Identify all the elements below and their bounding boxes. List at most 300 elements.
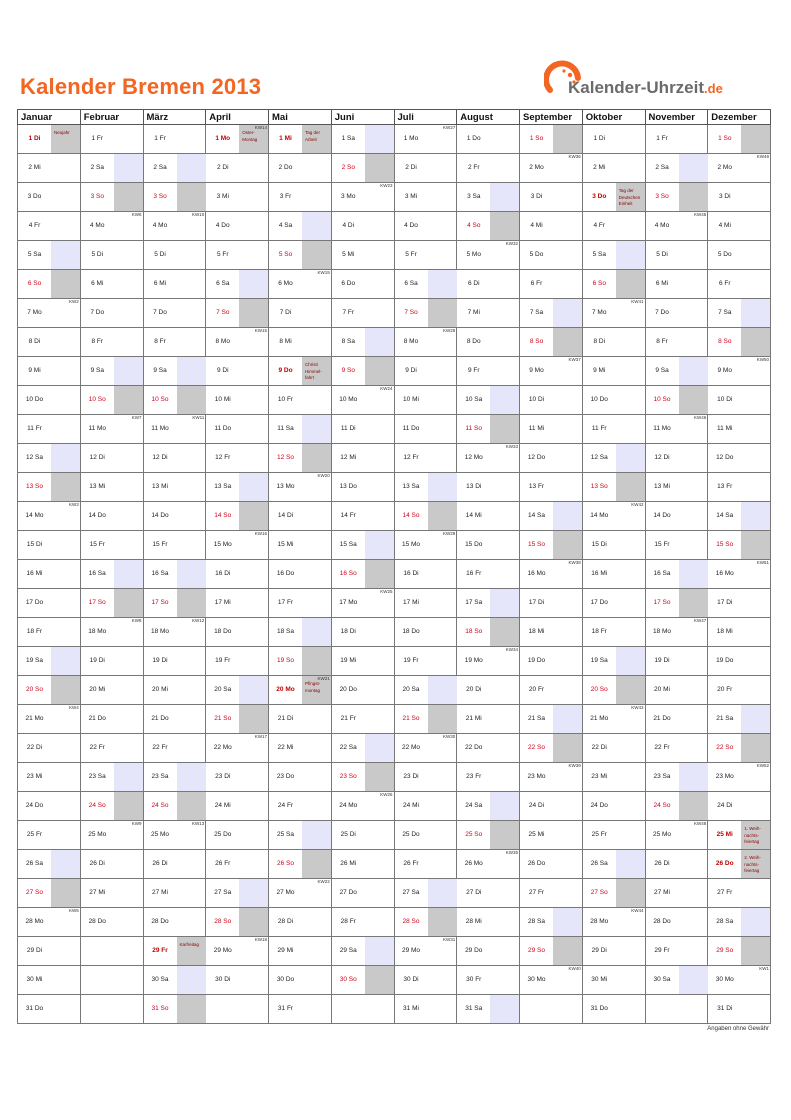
day-label: 15 Di bbox=[26, 541, 43, 548]
day-cell bbox=[269, 589, 332, 618]
day-label: 1 Fr bbox=[91, 135, 104, 142]
day-label: 12 Mi bbox=[340, 454, 357, 461]
day-label: 6 Mi bbox=[153, 280, 167, 287]
day-label: 19 Di bbox=[654, 657, 670, 664]
day-cell bbox=[206, 618, 269, 647]
day-cell bbox=[143, 386, 206, 415]
day-label: 6 Mi bbox=[91, 280, 104, 287]
day-cell bbox=[457, 676, 520, 705]
day-cell bbox=[520, 415, 583, 444]
day-label: 26 Do bbox=[715, 860, 734, 867]
day-label: 10 Do bbox=[590, 396, 608, 403]
day-label: 15 Mi bbox=[277, 541, 294, 548]
day-cell bbox=[206, 908, 269, 937]
day-cell bbox=[80, 618, 143, 647]
week-number: KW34 bbox=[505, 647, 518, 652]
day-label: 10 So bbox=[653, 396, 671, 403]
day-label: 29 Sa bbox=[339, 947, 357, 954]
week-number: KW22 bbox=[317, 879, 330, 884]
day-label: 19 Fr bbox=[403, 657, 419, 664]
day-cell bbox=[708, 241, 771, 270]
day-label: 9 Di bbox=[216, 367, 229, 374]
day-cell bbox=[394, 560, 457, 589]
day-cell bbox=[331, 531, 394, 560]
day-label: 8 Sa bbox=[341, 338, 355, 345]
day-label: 30 So bbox=[339, 976, 357, 983]
day-label: 27 So bbox=[590, 889, 608, 896]
day-label: 10 Sa bbox=[465, 396, 483, 403]
day-cell bbox=[269, 241, 332, 270]
day-row bbox=[18, 821, 771, 850]
week-number: KW40 bbox=[568, 966, 581, 971]
day-label: 16 Sa bbox=[151, 570, 169, 577]
day-label: 10 Di bbox=[528, 396, 545, 403]
day-cell bbox=[520, 879, 583, 908]
day-label: 26 Di bbox=[152, 860, 168, 867]
day-cell bbox=[708, 270, 771, 299]
day-cell bbox=[80, 502, 143, 531]
day-cell bbox=[708, 618, 771, 647]
day-cell bbox=[645, 879, 708, 908]
day-cell bbox=[708, 531, 771, 560]
day-cell bbox=[331, 647, 394, 676]
day-label: 9 Do bbox=[278, 367, 293, 374]
day-label: 13 Mi bbox=[654, 483, 670, 490]
day-cell bbox=[394, 125, 457, 154]
day-label: 26 So bbox=[277, 860, 294, 867]
day-cell bbox=[331, 966, 394, 995]
day-label: 26 Fr bbox=[215, 860, 231, 867]
day-label: 12 Fr bbox=[215, 454, 231, 461]
day-label: 6 Sa bbox=[216, 280, 230, 287]
day-cell bbox=[394, 386, 457, 415]
day-label: 16 Mo bbox=[527, 570, 546, 577]
week-number: KW49 bbox=[756, 154, 769, 159]
day-cell bbox=[206, 183, 269, 212]
day-cell bbox=[18, 386, 81, 415]
day-label: 30 Di bbox=[215, 976, 231, 983]
day-cell bbox=[80, 792, 143, 821]
month-header: Juni bbox=[331, 110, 394, 125]
day-cell bbox=[269, 821, 332, 850]
day-cell bbox=[18, 618, 81, 647]
day-cell bbox=[80, 299, 143, 328]
day-cell bbox=[269, 676, 332, 705]
day-label: 1 So bbox=[529, 135, 544, 142]
day-cell bbox=[206, 734, 269, 763]
day-label: 18 Mo bbox=[652, 628, 672, 635]
day-label: 11 Fr bbox=[27, 425, 42, 432]
day-label: 19 Di bbox=[152, 657, 168, 664]
day-label: 1 So bbox=[718, 135, 732, 142]
day-cell bbox=[708, 299, 771, 328]
day-cell bbox=[394, 473, 457, 502]
day-cell bbox=[645, 821, 708, 850]
day-label: 15 Mo bbox=[213, 541, 232, 548]
day-cell bbox=[582, 415, 645, 444]
day-label: 3 Sa bbox=[467, 193, 481, 200]
day-cell bbox=[80, 241, 143, 270]
week-number: KW48 bbox=[693, 821, 707, 826]
day-label: 12 Di bbox=[152, 454, 168, 461]
day-label: 2 Di bbox=[405, 164, 417, 171]
day-cell bbox=[457, 763, 520, 792]
day-label: 2 Mo bbox=[717, 164, 732, 171]
day-label: 28 Di bbox=[277, 918, 294, 925]
day-row bbox=[18, 241, 771, 270]
day-label: 13 So bbox=[590, 483, 608, 490]
day-cell bbox=[143, 821, 206, 850]
day-label: 6 Mo bbox=[278, 280, 293, 287]
day-cell bbox=[269, 850, 332, 879]
day-cell bbox=[457, 560, 520, 589]
day-label: 5 Sa bbox=[27, 251, 42, 258]
day-cell bbox=[331, 763, 394, 792]
day-cell bbox=[269, 270, 332, 299]
week-number: KW15 bbox=[254, 328, 267, 333]
day-label: 23 Mi bbox=[591, 773, 608, 780]
day-row bbox=[18, 212, 771, 241]
day-cell bbox=[457, 705, 520, 734]
day-label: 26 Mi bbox=[340, 860, 357, 867]
day-cell bbox=[206, 647, 269, 676]
day-cell bbox=[331, 734, 394, 763]
day-label: 29 Fr bbox=[152, 947, 168, 954]
day-label: 3 Fr bbox=[279, 193, 292, 200]
day-label: 2 Sa bbox=[153, 164, 167, 171]
day-cell bbox=[18, 125, 81, 154]
day-label: 10 Mo bbox=[339, 396, 358, 403]
week-number: KW46 bbox=[693, 415, 707, 420]
week-number: KW20 bbox=[317, 473, 330, 478]
day-label: 21 So bbox=[402, 715, 420, 722]
day-label: 24 Sa bbox=[465, 802, 483, 809]
day-label: 7 Fr bbox=[342, 309, 355, 316]
day-cell bbox=[143, 966, 206, 995]
day-cell bbox=[520, 676, 583, 705]
day-cell bbox=[645, 444, 708, 473]
day-cell bbox=[18, 473, 81, 502]
day-cell bbox=[708, 734, 771, 763]
day-cell bbox=[394, 502, 457, 531]
day-cell bbox=[18, 589, 81, 618]
day-cell bbox=[18, 647, 81, 676]
day-label: 29 Mi bbox=[277, 947, 294, 954]
day-label: 1 Fr bbox=[656, 135, 668, 142]
day-label: 15 Di bbox=[591, 541, 607, 548]
day-cell bbox=[394, 444, 457, 473]
day-label: 2 Mo bbox=[529, 164, 544, 171]
day-label: 4 Mo bbox=[90, 222, 105, 229]
day-cell bbox=[520, 705, 583, 734]
day-cell bbox=[269, 212, 332, 241]
day-label: 25 Mi bbox=[528, 831, 545, 838]
day-cell bbox=[645, 473, 708, 502]
logo-wordmark bbox=[568, 78, 723, 98]
day-cell bbox=[18, 328, 81, 357]
day-label: 3 Do bbox=[592, 193, 607, 200]
day-cell bbox=[143, 937, 206, 966]
day-cell bbox=[143, 647, 206, 676]
day-cell bbox=[708, 879, 771, 908]
day-cell bbox=[331, 995, 394, 1024]
day-label: 21 Mo bbox=[590, 715, 609, 722]
day-label: 25 Mo bbox=[652, 831, 672, 838]
day-cell bbox=[520, 241, 583, 270]
day-cell bbox=[206, 357, 269, 386]
day-cell bbox=[80, 850, 143, 879]
day-label: 19 Do bbox=[527, 657, 546, 664]
day-label: 18 Do bbox=[214, 628, 232, 635]
day-cell bbox=[18, 937, 81, 966]
day-cell bbox=[206, 212, 269, 241]
day-cell bbox=[582, 270, 645, 299]
day-label: 14 Mi bbox=[465, 512, 482, 519]
day-cell bbox=[269, 357, 332, 386]
day-label: 10 Do bbox=[25, 396, 44, 403]
day-label: 3 Di bbox=[718, 193, 731, 200]
day-label: 8 Mi bbox=[279, 338, 292, 345]
day-cell bbox=[18, 908, 81, 937]
day-label: 6 Fr bbox=[530, 280, 543, 287]
day-cell bbox=[645, 589, 708, 618]
day-cell bbox=[457, 183, 520, 212]
week-number: KW10 bbox=[191, 212, 205, 217]
day-row bbox=[18, 937, 771, 966]
day-row bbox=[18, 154, 771, 183]
day-cell bbox=[645, 850, 708, 879]
day-cell bbox=[18, 212, 81, 241]
week-number: KW41 bbox=[631, 299, 644, 304]
day-cell bbox=[645, 966, 708, 995]
day-label: 13 Mo bbox=[276, 483, 295, 490]
day-label: 14 Do bbox=[653, 512, 671, 519]
day-cell bbox=[269, 415, 332, 444]
day-row bbox=[18, 386, 771, 415]
day-cell bbox=[520, 183, 583, 212]
day-label: 25 Fr bbox=[26, 831, 43, 838]
day-label: 20 Mi bbox=[89, 686, 106, 693]
week-number: KW50 bbox=[756, 357, 769, 362]
week-number: KW11 bbox=[192, 415, 205, 420]
day-label: 27 Mi bbox=[654, 889, 670, 896]
day-cell bbox=[331, 183, 394, 212]
day-label: 23 Sa bbox=[653, 773, 671, 780]
day-label: 5 Sa bbox=[592, 251, 606, 258]
day-cell bbox=[645, 531, 708, 560]
day-cell bbox=[80, 560, 143, 589]
week-number: KW51 bbox=[756, 560, 769, 565]
day-cell bbox=[143, 154, 206, 183]
day-row bbox=[18, 705, 771, 734]
day-cell bbox=[645, 734, 708, 763]
day-label: 17 Di bbox=[717, 599, 733, 606]
day-cell bbox=[582, 966, 645, 995]
day-cell bbox=[394, 821, 457, 850]
day-cell bbox=[269, 792, 332, 821]
day-row bbox=[18, 183, 771, 212]
day-label: 3 Mo bbox=[341, 193, 356, 200]
day-cell bbox=[18, 531, 81, 560]
day-label: 29 So bbox=[528, 947, 545, 954]
day-label: 2 Mi bbox=[593, 164, 606, 171]
day-label: 23 Do bbox=[276, 773, 295, 780]
week-number: KW3 bbox=[68, 502, 79, 507]
day-cell bbox=[645, 299, 708, 328]
day-cell bbox=[206, 415, 269, 444]
day-cell bbox=[394, 705, 457, 734]
day-label: 16 Di bbox=[215, 570, 231, 577]
day-cell bbox=[582, 386, 645, 415]
day-cell bbox=[331, 444, 394, 473]
day-cell bbox=[708, 212, 771, 241]
day-label: 2 Sa bbox=[655, 164, 669, 171]
day-cell bbox=[645, 676, 708, 705]
day-cell bbox=[206, 328, 269, 357]
day-cell bbox=[520, 270, 583, 299]
logo[interactable] bbox=[540, 58, 755, 108]
day-cell bbox=[520, 299, 583, 328]
day-label: 12 Do bbox=[527, 454, 546, 461]
week-number: KW2 bbox=[68, 299, 79, 304]
day-label: 17 Mo bbox=[339, 599, 358, 606]
day-cell bbox=[520, 589, 583, 618]
month-header: Januar bbox=[18, 110, 81, 125]
day-cell bbox=[520, 154, 583, 183]
day-label: 13 Do bbox=[339, 483, 357, 490]
day-cell bbox=[457, 821, 520, 850]
day-label: 10 Di bbox=[717, 396, 733, 403]
day-label: 15 So bbox=[528, 541, 545, 548]
day-label: 24 Do bbox=[25, 802, 44, 809]
day-label: 1 Do bbox=[466, 135, 481, 142]
day-cell bbox=[457, 966, 520, 995]
day-label: 4 Fr bbox=[28, 222, 41, 229]
day-cell bbox=[457, 502, 520, 531]
day-cell bbox=[331, 618, 394, 647]
day-label: 7 Do bbox=[153, 309, 167, 316]
day-label: 20 Mi bbox=[152, 686, 168, 693]
week-number: KW36 bbox=[568, 154, 581, 159]
day-label: 25 Mi bbox=[716, 831, 733, 838]
month-header: Dezember bbox=[708, 110, 771, 125]
day-label: 9 Sa bbox=[655, 367, 669, 374]
holiday-name: Oster- Montag bbox=[242, 130, 258, 142]
day-cell bbox=[331, 560, 394, 589]
day-cell bbox=[582, 763, 645, 792]
day-label: 11 Mi bbox=[528, 425, 545, 432]
day-cell bbox=[18, 792, 81, 821]
week-number: KW18 bbox=[254, 937, 267, 942]
day-label: 5 Di bbox=[91, 251, 104, 258]
day-cell bbox=[331, 415, 394, 444]
day-cell bbox=[143, 125, 206, 154]
day-label: 22 Fr bbox=[89, 744, 105, 751]
day-cell bbox=[708, 125, 771, 154]
day-label: 10 Mi bbox=[214, 396, 231, 403]
day-label: 16 Fr bbox=[466, 570, 482, 577]
day-label: 28 Fr bbox=[340, 918, 356, 925]
day-label: 31 Fr bbox=[277, 1005, 294, 1012]
day-cell bbox=[582, 502, 645, 531]
day-cell bbox=[708, 473, 771, 502]
day-cell bbox=[331, 473, 394, 502]
day-label: 18 Di bbox=[340, 628, 356, 635]
day-label: 7 So bbox=[216, 309, 230, 316]
day-cell bbox=[582, 299, 645, 328]
day-cell bbox=[269, 763, 332, 792]
day-row bbox=[18, 502, 771, 531]
day-label: 12 Sa bbox=[26, 454, 43, 461]
day-cell bbox=[18, 241, 81, 270]
day-label: 25 Fr bbox=[591, 831, 607, 838]
day-label: 29 Mo bbox=[213, 947, 232, 954]
day-row bbox=[18, 734, 771, 763]
day-label: 6 Di bbox=[467, 280, 480, 287]
day-cell bbox=[18, 415, 81, 444]
day-cell bbox=[645, 705, 708, 734]
day-cell bbox=[18, 154, 81, 183]
day-label: 15 Fr bbox=[654, 541, 670, 548]
day-cell bbox=[18, 705, 81, 734]
day-cell bbox=[645, 270, 708, 299]
day-label: 4 So bbox=[467, 222, 481, 229]
day-label: 10 So bbox=[151, 396, 169, 403]
day-label: 17 Do bbox=[590, 599, 608, 606]
day-label: 3 Mi bbox=[404, 193, 418, 200]
day-cell bbox=[80, 386, 143, 415]
day-cell bbox=[143, 241, 206, 270]
day-label: 6 So bbox=[27, 280, 42, 287]
day-cell bbox=[206, 125, 269, 154]
day-cell bbox=[708, 937, 771, 966]
day-label: 4 Sa bbox=[278, 222, 293, 229]
week-number: KW45 bbox=[693, 212, 707, 217]
day-label: 27 Mi bbox=[89, 889, 106, 896]
day-cell bbox=[645, 560, 708, 589]
day-label: 9 Mo bbox=[717, 367, 732, 374]
disclaimer: Angaben ohne Gewähr bbox=[707, 1026, 769, 1032]
day-cell bbox=[269, 444, 332, 473]
week-number: KW25 bbox=[380, 589, 393, 594]
day-label: 26 Di bbox=[654, 860, 670, 867]
day-cell bbox=[520, 444, 583, 473]
day-cell bbox=[331, 502, 394, 531]
week-number: KW47 bbox=[693, 618, 707, 623]
day-label: 18 Mi bbox=[528, 628, 545, 635]
day-cell bbox=[645, 502, 708, 531]
day-row bbox=[18, 560, 771, 589]
day-label: 29 Fr bbox=[654, 947, 670, 954]
day-cell bbox=[206, 937, 269, 966]
day-cell bbox=[269, 328, 332, 357]
day-label: 24 Di bbox=[717, 802, 733, 809]
day-label: 20 Sa bbox=[214, 686, 232, 693]
day-cell bbox=[206, 763, 269, 792]
day-cell bbox=[394, 154, 457, 183]
day-label: 20 Mo bbox=[276, 686, 295, 693]
day-cell bbox=[269, 183, 332, 212]
day-cell bbox=[457, 154, 520, 183]
day-label: 13 Fr bbox=[717, 483, 733, 490]
day-cell bbox=[269, 647, 332, 676]
page-title: Kalender Bremen 2013 bbox=[20, 74, 262, 99]
day-label: 22 Mo bbox=[401, 744, 421, 751]
day-cell bbox=[520, 473, 583, 502]
day-cell bbox=[143, 676, 206, 705]
day-cell bbox=[520, 647, 583, 676]
day-label: 9 Mi bbox=[593, 367, 606, 374]
